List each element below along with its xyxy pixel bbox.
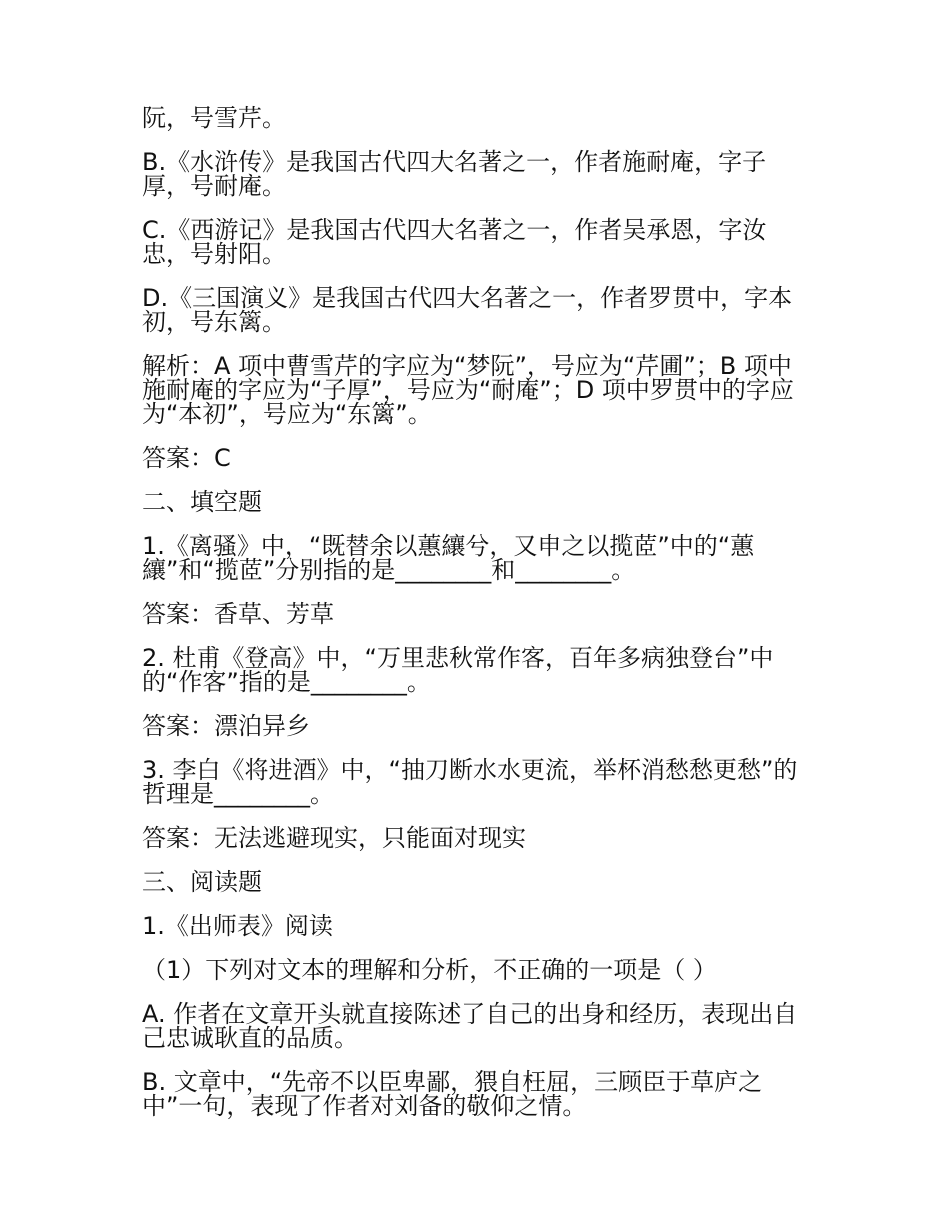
answer-c: 答案：C [142, 444, 231, 472]
reading-option-a: A. 作者在文章开头就直接陈述了自己的出身和经历，表现出自己忠诚耿直的品质。 [142, 1000, 798, 1052]
fill-question-3: 3. 李白《将进酒》中，“抽刀断水水更流，举杯消愁愁更愁”的哲理是________。 [142, 756, 798, 808]
line-continuation: 阮，号雪芹。 [142, 104, 286, 132]
fill-answer-1: 答案：香草、芳草 [142, 600, 334, 628]
document-body [142, 106, 814, 1138]
option-c-xiyou: C.《西游记》是我国古代四大名著之一，作者吴承恩，字汝忠，号射阳。 [142, 216, 767, 268]
reading-subquestion-1: （1）下列对文本的理解和分析，不正确的一项是（ ） [142, 956, 717, 984]
analysis-paragraph: 解析：A 项中曹雪芹的字应为“梦阮”，号应为“芹圃”；B 项中施耐庵的字应为“子厚”，号应为“耐庵”；D 项中罗贯中的字应为“本初”，号应为“东篱”。 [142, 352, 794, 428]
section-reading-heading: 三、阅读题 [142, 868, 262, 896]
option-d-sanguo: D.《三国演义》是我国古代四大名著之一，作者罗贯中，字本初，号东篱。 [142, 284, 793, 336]
reading-option-b: B. 文章中，“先帝不以臣卑鄙，猥自枉屈，三顾臣于草庐之中”一句，表现了作者对刘备的敬仰之情。 [142, 1068, 763, 1120]
fill-answer-3: 答案：无法逃避现实，只能面对现实 [142, 824, 526, 852]
fill-question-1: 1.《离骚》中，“既替余以蕙纕兮，又申之以揽茝”中的“蕙纕”和“揽茝”分别指的是________和________。 [142, 532, 755, 584]
reading-item-1-title: 1.《出师表》阅读 [142, 912, 333, 940]
option-b-shuihu: B.《水浒传》是我国古代四大名著之一，作者施耐庵，字子厚，号耐庵。 [142, 148, 767, 200]
fill-question-2: 2. 杜甫《登高》中，“万里悲秋常作客，百年多病独登台”中的“作客”指的是________。 [142, 644, 774, 696]
section-fill-in-heading: 二、填空题 [142, 488, 262, 516]
fill-answer-2: 答案：漂泊异乡 [142, 712, 310, 740]
